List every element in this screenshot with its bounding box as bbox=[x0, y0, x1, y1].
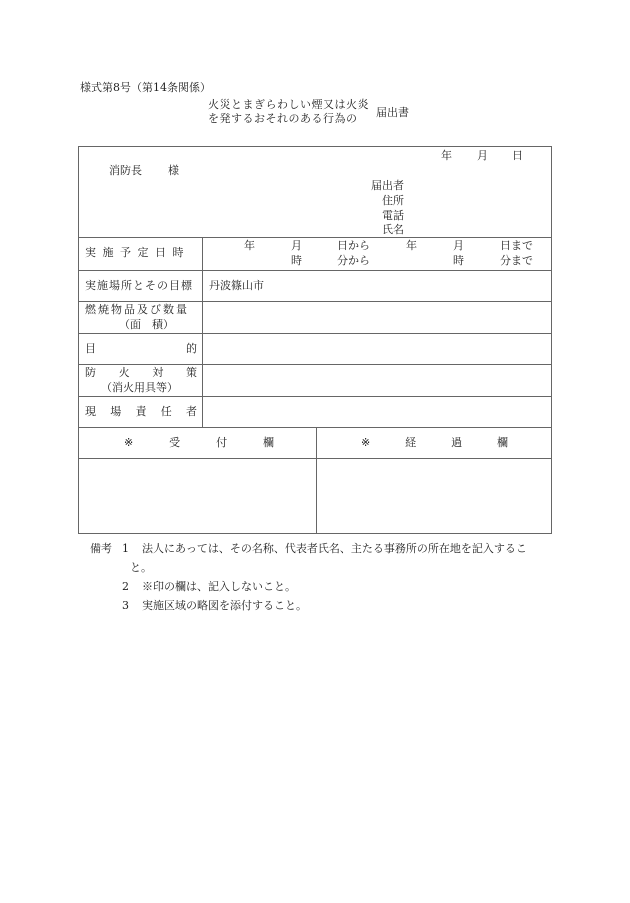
location-label: 実施場所とその目標 bbox=[85, 279, 193, 292]
from-minute: 分から bbox=[337, 254, 370, 267]
from-month: 月 bbox=[291, 239, 302, 252]
applicant-label: 届出者 bbox=[371, 179, 404, 192]
header-char: 欄 bbox=[262, 436, 274, 449]
date-month-label: 月 bbox=[477, 149, 488, 162]
to-month: 月 bbox=[453, 239, 464, 252]
label-char: 責 bbox=[135, 405, 147, 418]
label-char: 策 bbox=[185, 366, 197, 379]
supervisor-label bbox=[85, 404, 197, 419]
label-char: 防 bbox=[85, 366, 96, 379]
note-number: 2 bbox=[122, 580, 129, 593]
reception-column-header bbox=[124, 435, 274, 450]
progress-column-header bbox=[361, 435, 508, 450]
note-mark-icon: ※ bbox=[361, 436, 371, 449]
purpose-label bbox=[85, 341, 197, 356]
divider bbox=[79, 237, 551, 238]
note-number: 3 bbox=[122, 599, 129, 612]
recipient-label: 消防長 bbox=[109, 164, 142, 177]
date-year-label: 年 bbox=[441, 149, 452, 162]
note-text-continued: と。 bbox=[130, 561, 152, 574]
purpose-label-right: 的 bbox=[186, 342, 197, 355]
reception-box bbox=[80, 459, 315, 533]
header-char: 経 bbox=[405, 436, 417, 449]
title-line-2: を発するおそれのある行為の bbox=[208, 112, 358, 125]
from-year: 年 bbox=[244, 239, 255, 252]
note-mark-icon: ※ bbox=[124, 436, 134, 449]
date-day-label: 日 bbox=[512, 149, 523, 162]
title-suffix: 届出書 bbox=[376, 106, 409, 119]
materials-label: 燃焼物品及び数量 bbox=[85, 303, 189, 316]
note-number: 1 bbox=[122, 542, 129, 555]
label-char: 対 bbox=[152, 366, 164, 379]
to-hour: 時 bbox=[453, 254, 464, 267]
fire-prevention-label-sub: （消火用具等） bbox=[101, 381, 178, 394]
divider bbox=[79, 396, 551, 397]
label-char: 火 bbox=[118, 366, 130, 379]
note-text: ※印の欄は、記入しないこと。 bbox=[142, 580, 296, 593]
notes-section bbox=[90, 539, 527, 615]
divider bbox=[79, 270, 551, 271]
name-label: 氏名 bbox=[382, 223, 404, 236]
label-char: 現 bbox=[85, 405, 96, 418]
to-year: 年 bbox=[406, 239, 417, 252]
header-char: 過 bbox=[451, 436, 463, 449]
notes-heading: 備考 bbox=[90, 542, 112, 555]
header-char: 欄 bbox=[496, 436, 508, 449]
label-char: 場 bbox=[110, 405, 122, 418]
notification-form-table bbox=[78, 146, 552, 534]
to-day: 日まで bbox=[500, 239, 533, 252]
location-value[interactable]: 丹波篠山市 bbox=[209, 279, 264, 292]
divider bbox=[79, 333, 551, 334]
from-day: 日から bbox=[337, 239, 370, 252]
from-hour: 時 bbox=[291, 254, 302, 267]
header-char: 付 bbox=[216, 436, 228, 449]
fire-prevention-label bbox=[85, 365, 197, 380]
phone-label: 電話 bbox=[382, 209, 404, 222]
to-minute: 分まで bbox=[500, 254, 533, 267]
purpose-label-left: 目 bbox=[85, 342, 96, 355]
note-text: 実施区域の略図を添付すること。 bbox=[142, 599, 307, 612]
materials-label-sub: （面 積） bbox=[119, 318, 174, 331]
form-number: 様式第8号（第14条関係） bbox=[80, 81, 211, 94]
divider bbox=[202, 237, 203, 427]
header-char: 受 bbox=[169, 436, 181, 449]
divider bbox=[79, 427, 551, 428]
label-char: 者 bbox=[186, 405, 197, 418]
schedule-label: 実施予定日時 bbox=[85, 246, 190, 259]
honorific-label: 様 bbox=[168, 164, 179, 177]
divider bbox=[316, 427, 317, 534]
progress-box bbox=[318, 459, 551, 533]
note-text: 法人にあっては、その名称、代表者氏名、主たる事務所の所在地を記入するこ bbox=[142, 542, 527, 555]
title-line-1: 火災とまぎらわしい煙又は火炎 bbox=[208, 98, 369, 111]
address-label: 住所 bbox=[382, 194, 404, 207]
label-char: 任 bbox=[160, 405, 172, 418]
